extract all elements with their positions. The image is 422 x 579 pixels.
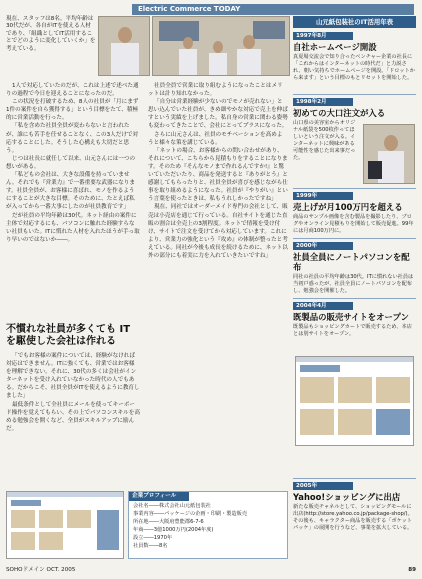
- sidebar-divider: [293, 94, 416, 95]
- timeline-event: [293, 32, 416, 94]
- photo-office-team: [152, 16, 290, 76]
- website-screenshot-left: [6, 491, 124, 559]
- column-2: [148, 82, 288, 486]
- paragraph: 「私どもの会社は、大きな設備を持っていません。それでも『営業力』で一番重要な武器になります。社員全員が、お客様に喜ばれ、モノを作るようにすることが大きな目標。そのために、たとえば私が入ってから一番大事にしたのが社員教育です」: [6, 172, 135, 211]
- section-heading: 不慣れな社員が多くても ITを駆使した会社は作れる: [6, 324, 131, 347]
- paragraph: じつは社長に就任して以来、山元さんには一つの想いがある。: [6, 155, 136, 170]
- profile-line: 事業内容――パッケージの企画・印刷・製造販売: [133, 511, 248, 517]
- event-body: 新たな販売チャネルとして、ショッピングモールに出店(http://store.yahoo.co.jp/package-shop/)。その後も、キャラクター商品を販売する「ポケットパッケ」の展開を行うなど、事業を拡大している。: [293, 504, 413, 531]
- event-body: 既製品もショッピングカートで販売するため、本店とは別サイトをオープン。: [293, 324, 412, 337]
- event-body: 商品のサンプル画像を含む製品を撮影したり、ブログやオンライン見積もりを開始して販売促進。99年には月商100万円に。: [293, 214, 414, 234]
- profile-line: 会社名――株式会社山元紙包装社: [133, 503, 211, 509]
- timeline-event: [293, 482, 416, 556]
- page-number: 89: [408, 567, 416, 573]
- page-header: [6, 4, 414, 15]
- paragraph: 1人で対応していたのだが、これは上述で述べた通りの過程で今日を迎えることになったのだ。: [6, 83, 139, 98]
- paragraph: だが社員の平均年齢は30代。ネット経由の案件に主体で対応するにも、パソコンに触れた経験すらない社員もいた。ITに慣れた人材を入れたほうが手っ取り早いのではないか――。: [6, 212, 140, 243]
- event-date: 1999年: [293, 192, 353, 200]
- company-profile: [128, 491, 288, 559]
- it-history-sidebar: [293, 16, 416, 556]
- intro-caption: 現在、スタッフは8名。平均年齢は30代だが、各自がITを使える人材であり、「組織としてIT活用することでどのように変化していくか」を考えている。: [6, 16, 96, 52]
- profile-title: 企業プロフィール: [129, 492, 189, 501]
- page-footer: [6, 565, 416, 575]
- paragraph: 社員全員で営業に取り組むようになったことはメリットは計り知れなかった。: [148, 83, 283, 98]
- event-body: 真夏場交流会で知り合ったベンチャー企業の社長に「これからはインターネットの時代だ」と力説され、朝い気持ちでホームページを開設。「ドロットから来ます」という目標のもとリセットを開始した。: [293, 54, 415, 81]
- event-heading: 初めての大口注文が入る: [293, 108, 386, 118]
- sidebar-title: 山元紙包装社のIT活用年表: [293, 16, 416, 28]
- event-date: 2000年: [293, 242, 353, 250]
- event-date: 1997年8月: [293, 32, 353, 40]
- event-heading: 既製品の販売サイトをオープン: [293, 312, 409, 322]
- timeline-event: [293, 98, 416, 186]
- timeline-event: [293, 242, 416, 298]
- sidebar-divider: [293, 478, 416, 479]
- paragraph: 「でもお客様の案件については、経験がなければ対応はできません。ITに強くても、営業ではお客様を理解できない。それに、30代の多くは会社がインターネットを受け入れていなかった時代の人でもある。だからこそ、社員全員がITを使えるように教育しました」: [6, 353, 140, 400]
- sidebar-divider: [293, 298, 416, 299]
- photo-staff-man: [98, 16, 150, 76]
- paragraph: 「私を含めた社員全員が変わらないと言われたが、誰にも苦手を任せることなく、この3人だけで対応することにした。そうした心構えも大切だと思う。: [6, 123, 139, 154]
- sidebar-divider: [293, 188, 416, 189]
- paragraph: この状況を打破するため、8人の社員が「月にまず1件の案件を自ら獲得する」という目標をたて、積極的に営業活動を行った。: [6, 99, 139, 122]
- event-body: 同社の社員の平均年齢は30代。ITに慣れない社員は当初戸惑ったが、社員全員にノートパソコンを配布し、勉強会を開催した。: [293, 274, 414, 294]
- event-body: 山口県の美容室からオリジナル紙袋を500枚作ってほしいという注文が入る。インターネットに興味がある可能性を感じた出来事だった。: [293, 120, 356, 161]
- top-photo-area: [6, 16, 290, 78]
- paragraph: 現在、同社ではオーダーメイド専門の会社として、販売は小売店を通じて行っている。自社サイトを通じた直販の割合は全売上の3割程度。ネットで情報を受け付け、サイトで注文を受けてから対応しています。これにより、営業力の強化という『攻め』の体制が整ったと考えている。同社が今後も成長を続けるために、ネット以外の部分にも着実に力を入れていきたいですね」: [148, 204, 288, 259]
- photo-president: [363, 124, 415, 184]
- event-date: 1998年2月: [293, 98, 353, 106]
- paragraph: 「ネットの場合、お客様からの問い合わせがあり、それについて、こちらから見積もりをすることになります。そのため『そんなモノまで作れるんですか!』と驚いていただいたり、商品を発送すると『ありがとう』と感謝してもらったりと、社員全員が喜びを感じながら仕事を取り組めるようになった。社員が『やりがい』という言葉を使ったときは、私もうれしかったですね」: [148, 147, 288, 203]
- section-banner: Electric Commerce TODAY: [132, 4, 414, 15]
- timeline-event: [293, 302, 416, 462]
- footer-magazine: SOHOドメイン OCT. 2005: [6, 567, 76, 573]
- paragraph: 最低条件として全社員にメールを使ってキーボード操作を覚えてもらい、その上でパソコンスキルを高める勉強会を開くなど、全員がスキルアップに励んだ。: [6, 401, 140, 432]
- event-date: 2005年: [293, 482, 353, 490]
- profile-line: 年商――3億1000万円(2004年度): [133, 527, 214, 533]
- event-date: 2004年4月: [293, 302, 353, 310]
- event-heading: 売上げが月100万円を超える: [293, 202, 403, 212]
- event-heading: Yahoo!ショッピングに出店: [293, 492, 401, 502]
- event-heading: 自社ホームページ開設: [293, 42, 377, 52]
- profile-line: 設立――1970年: [133, 535, 173, 541]
- paragraph: 「自分は営業経験が少ないのでモノが売れない」と思い込んでいた社員が、きめ細やかな対応で売上を伸ばすという実績を上げました。私自身の営業に関わる姿勢も変わってきたことで、会社にとってプラスになった。: [148, 99, 288, 130]
- profile-line: 所在地――大阪府豊能郡6-7-6: [133, 519, 204, 525]
- timeline-event: [293, 192, 416, 238]
- shop-site-screenshot: [295, 356, 414, 446]
- column-1-bottom: [6, 352, 140, 486]
- profile-line: 社員数――8名: [133, 543, 168, 549]
- column-1-top: [6, 82, 140, 320]
- event-heading: 社員全員にノートパソコンを配布: [293, 252, 410, 272]
- sidebar-divider: [293, 238, 416, 239]
- paragraph: さらに山元さんは、社員のモチベーションを高めようと様々な策を講じている。: [148, 131, 283, 146]
